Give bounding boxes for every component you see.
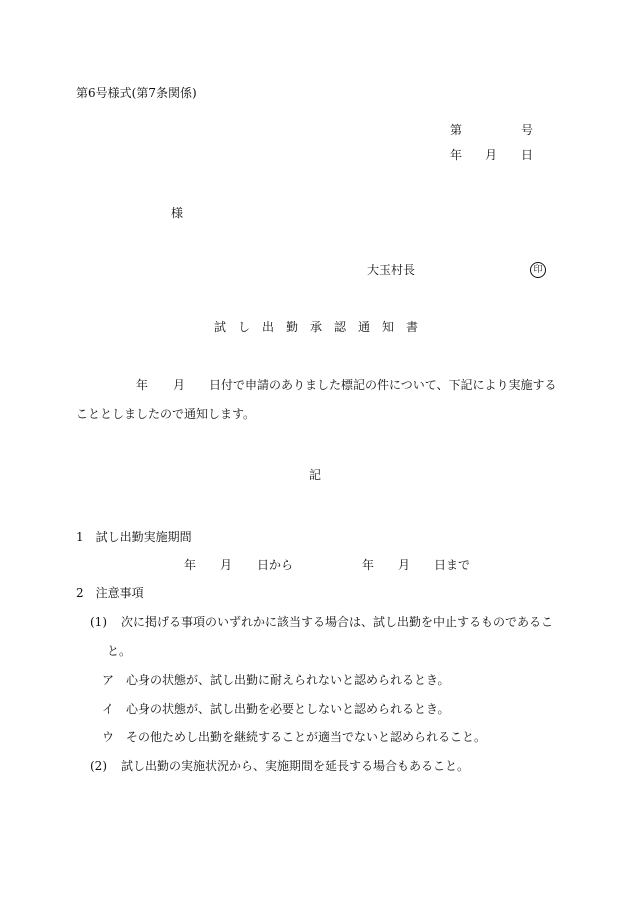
date-year: 年 <box>450 148 463 162</box>
number-prefix: 第 <box>450 123 463 137</box>
date-day: 日 <box>521 148 534 162</box>
item2-text: 試し出勤の実施状況から、実施期間を延長する場合もあること。 <box>121 759 470 773</box>
subitem-marker: ウ <box>102 730 115 744</box>
form-label: 第6号様式(第7条関係) <box>76 86 197 100</box>
seal-mark: 印 <box>530 262 546 278</box>
period-from-day: 日から <box>257 558 294 572</box>
section2-heading: 2 注意事項 <box>76 586 144 600</box>
period-to-day: 日まで <box>434 558 471 572</box>
period-to-year: 年 <box>362 558 375 572</box>
body-date-year: 年 <box>136 378 149 392</box>
item1-text-line2: と。 <box>107 644 132 658</box>
subitem-marker: イ <box>102 702 115 716</box>
item1-text-line1: 次に掲げる事項のいずれかに該当する場合は、試し出勤を中止するものであるこ <box>121 615 554 629</box>
number-suffix: 号 <box>521 123 534 137</box>
item2-marker: (2) <box>90 759 107 773</box>
ki-label: 記 <box>309 468 322 482</box>
sender-title: 大玉村長 <box>367 263 416 277</box>
body-line1: 日付で申請のありました標記の件について、下記により実施する <box>209 378 557 392</box>
document-title: 試 し 出 勤 承 認 通 知 書 <box>214 320 419 334</box>
item1-marker: (1) <box>90 615 107 629</box>
section1-heading: 1 試し出勤実施期間 <box>76 530 192 544</box>
subitem-text: 心身の状態が、試し出勤に耐えられないと認められるとき。 <box>126 673 450 687</box>
addressee-honorific: 様 <box>171 206 184 220</box>
period-from-year: 年 <box>184 558 197 572</box>
body-date-month: 月 <box>173 378 186 392</box>
period-from-month: 月 <box>220 558 233 572</box>
subitem-marker: ア <box>102 673 115 687</box>
body-line2: こととしましたので通知します。 <box>76 407 256 421</box>
period-to-month: 月 <box>398 558 411 572</box>
date-month: 月 <box>485 148 498 162</box>
subitem-text: 心身の状態が、試し出勤を必要としないと認められるとき。 <box>126 702 450 716</box>
subitem-text: その他ためし出勤を継続することが適当でないと認められること。 <box>126 730 487 744</box>
